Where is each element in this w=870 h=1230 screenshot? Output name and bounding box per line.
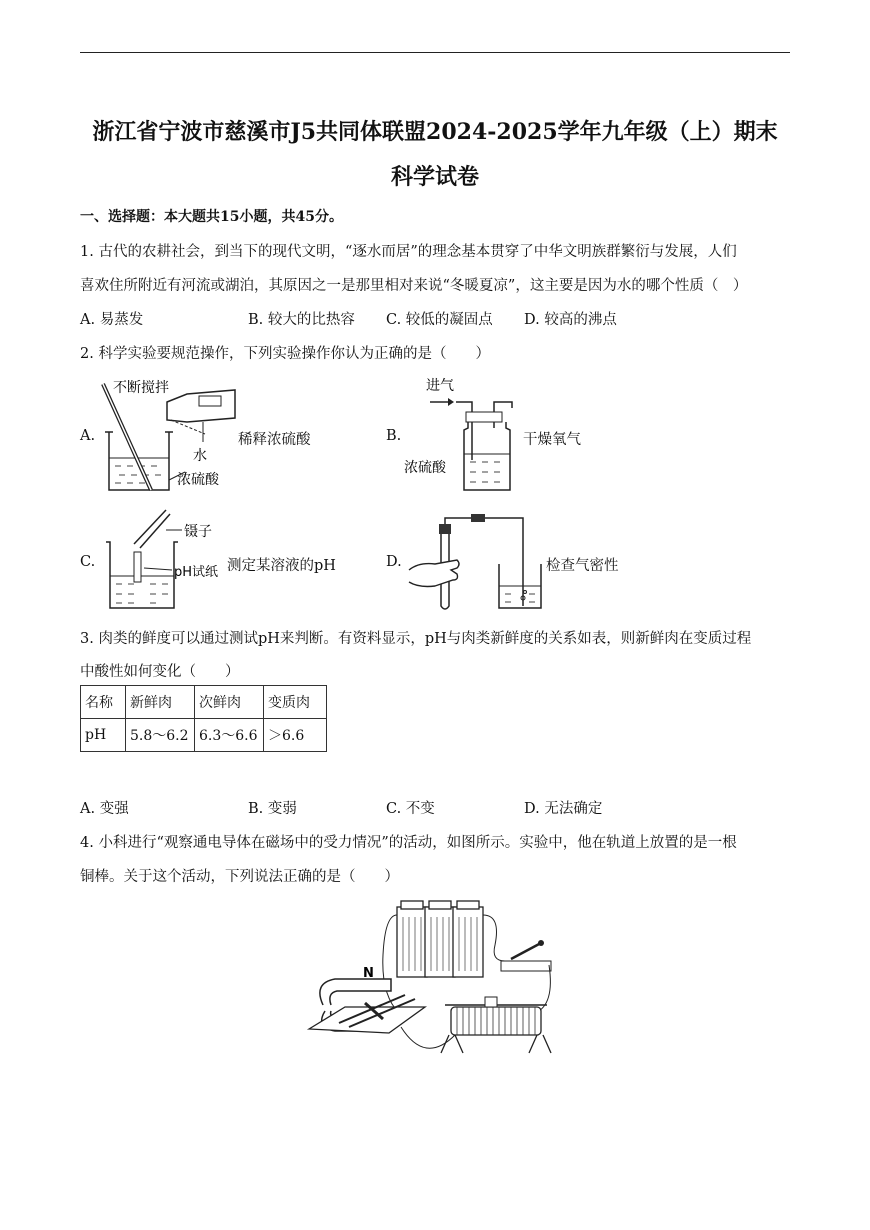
- label-north: N: [363, 966, 374, 981]
- diagram-dilute-acid: [95, 372, 240, 497]
- table-cell: 新鲜肉: [126, 686, 195, 719]
- table-row: [81, 686, 327, 719]
- q2-stem: 2. 科学实验要规范操作，下列实验操作你认为正确的是（ ）: [80, 346, 490, 362]
- section-heading: 一、选择题：本大题共15小题，共45分。: [80, 209, 343, 225]
- table-cell: 次鲜肉: [195, 686, 264, 719]
- label-acid-b: 浓硫酸: [404, 460, 446, 476]
- q2-b-caption: 干燥氧气: [523, 432, 581, 448]
- table-row: [81, 719, 327, 752]
- q2-option-d[interactable]: D.: [386, 554, 402, 570]
- page-subtitle: 科学试卷: [390, 164, 479, 190]
- label-water: 水: [193, 448, 207, 464]
- label-ph-paper: pH试纸: [174, 565, 219, 580]
- table-cell: ＞6.6: [264, 719, 327, 752]
- q2-a-caption: 稀释浓硫酸: [238, 432, 311, 448]
- label-tweezers: 镊子: [184, 524, 212, 540]
- q2-option-c[interactable]: C.: [80, 554, 96, 570]
- q1-option-a[interactable]: A. 易蒸发: [80, 312, 144, 328]
- q2-option-a[interactable]: A.: [80, 428, 96, 444]
- q3-option-b[interactable]: B. 变弱: [248, 801, 297, 817]
- header-rule: [80, 52, 790, 53]
- q3-line1: 3. 肉类的鲜度可以通过测试pH来判断。有资料显示，pH与肉类新鲜度的关系如表，则新鲜肉在变质过程: [80, 631, 752, 647]
- table-cell: 名称: [81, 686, 126, 719]
- diagram-ph-test: [100, 508, 230, 614]
- q1-option-c[interactable]: C. 较低的凝固点: [386, 312, 493, 328]
- table-cell: 变质肉: [264, 686, 327, 719]
- q2-c-caption: 测定某溶液的pH: [227, 558, 336, 574]
- diagram-magnetic-force: [305, 895, 575, 1070]
- q1-line1: 1. 古代的农耕社会，到当下的现代文明，“逐水而居”的理念基本贯穿了中华文明族群繁衍与发展，人们: [80, 244, 737, 260]
- table-cell: pH: [81, 719, 126, 752]
- table-cell: 5.8～6.2: [126, 719, 195, 752]
- ph-table: [80, 685, 327, 752]
- q1-option-d[interactable]: D. 较高的沸点: [524, 312, 617, 328]
- q4-line2: 铜棒。关于这个活动，下列说法正确的是（ ）: [80, 869, 399, 885]
- label-gas-in: 进气: [426, 378, 454, 394]
- q3-option-c[interactable]: C. 不变: [386, 801, 435, 817]
- q3-line2: 中酸性如何变化（ ）: [80, 664, 240, 680]
- q4-line1: 4. 小科进行“观察通电导体在磁场中的受力情况”的活动，如图所示。实验中，他在轨道上放置的是一根: [80, 835, 737, 851]
- label-acid-a: 浓硫酸: [177, 472, 219, 488]
- q2-option-b[interactable]: B.: [386, 428, 402, 444]
- q3-option-d[interactable]: D. 无法确定: [524, 801, 603, 817]
- table-cell: 6.3～6.6: [195, 719, 264, 752]
- label-stir: 不断搅拌: [113, 380, 169, 396]
- diagram-airtightness: [405, 508, 545, 614]
- page-title: 浙江省宁波市慈溪市J5共同体联盟2024-2025学年九年级（上）期末: [92, 119, 778, 145]
- q1-line2: 喜欢住所附近有河流或湖泊，其原因之一是那里相对来说“冬暖夏凉”，这主要是因为水的哪个性质（ ）: [80, 278, 748, 294]
- diagram-dry-oxygen: [400, 372, 520, 497]
- q2-d-caption: 检查气密性: [546, 558, 619, 574]
- q3-option-a[interactable]: A. 变强: [80, 801, 129, 817]
- q1-option-b[interactable]: B. 较大的比热容: [248, 312, 355, 328]
